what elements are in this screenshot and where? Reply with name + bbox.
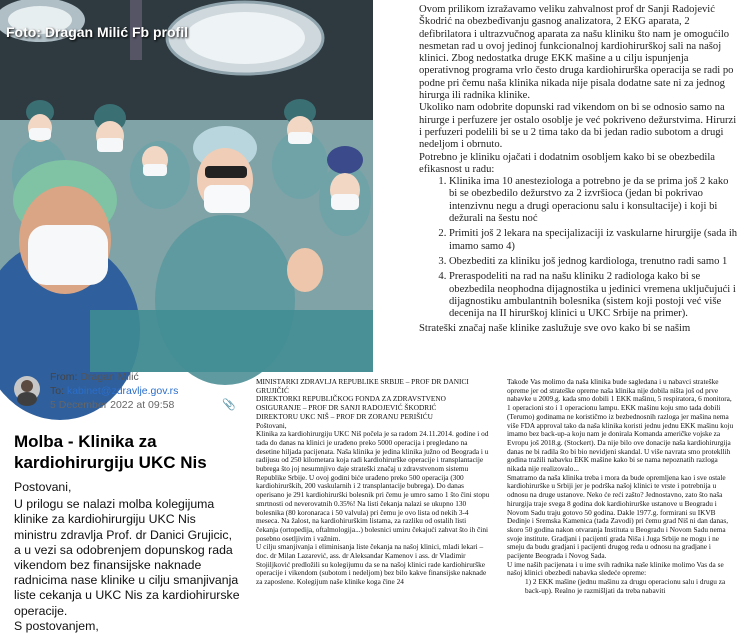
avatar — [14, 376, 40, 402]
letter-paragraph: Strateški značaj naše klinike zaslužuje sve ovo kako bi se našim — [419, 323, 691, 335]
letter-paragraph: Smatramo da naša klinika treba i mora da bude opremljena kao i sve ostale kardiohirurške u Srbiji jer je podrška našoj klinici te vrste i potrebnija u odnosu na druge ustanove. Neko će reći zašto? Jednostavno, zato što naša hirurgija traje svega 8 godina dok kardiohirurške ustanove u Beogradu i Novom Sadu traju gotovo 50 godina. Dakle 1977.g. formirani su IKVB Dedinje i Sremska Kamenica (tada Zavodi) pri čemu grad Niš ni dan danas, skoro 50 godina nakon otvaranja Instituta u Beogradu i Novom Sadu nema svoje institute. Gradjani i pacijenti grada Niša i Juga Srbije ne mogu i ne smeju da budu gradjani i pacijenti drugog reda u odnosu na gradjane i pacijente Beograda i Novog Sada. — [507, 472, 729, 561]
scanned-letter-page-1 — [250, 374, 494, 621]
photo-caption: Foto: Dragan Milić Fb profil — [6, 24, 188, 40]
equipment-list — [507, 578, 737, 595]
email-subject: Molba - Klinika za kardiohirurgiju UKC Nis — [14, 432, 207, 472]
letter-paragraph: U ime naših pacijenata i u ime svih radnika naše klinike molimo Vas da se našoj klinici obezbedi nabavka sledeće opreme: — [507, 559, 724, 578]
sender-name[interactable]: Dragan Milić — [80, 371, 139, 383]
email-screenshot — [0, 371, 244, 633]
email-text: U prilogu se nalazi molba kolegijuma klinike za kardiohirurgiju UKC Nis ministru zdravlja Prof. dr Danici Grujicic, a u vezi sa odobrenjem dopunskog rada vikendom bez finansijske naknade radnicima nase klinike u cilju smanjivanja liste cekanja u UKC Nis za kardiohirurske operacije. — [14, 497, 240, 618]
email-closing: S postovanjem, — [14, 618, 99, 633]
letter-paragraph: Potrebno je kliniku ojačati i dodatnim osobljem kako bi se obezbedila efikasnost u radu: — [419, 151, 715, 175]
staffing-request-list — [449, 176, 739, 320]
scanned-letter-page-2 — [497, 374, 745, 621]
addressee: DIREKTORKI REPUBLIČKOG FONDA ZA ZDRAVSTVENO OSIGURANJE – PROF DR SANJI RADOJEVIĆ ŠKODRIĆ — [256, 394, 446, 413]
addressee: MINISTARKI ZDRAVLJA REPUBLIKE SRBIJE – PROF DR DANICI GRUJIČIĆ — [256, 377, 469, 395]
list-item: 4. Preraspodeliti na rad na našu kliniku 2 radiologa kako bi se obezbedila neophodna dijagnostika u jedinici vremena uključujući i dijagnostiku ambulantnih bolesnika (sistem koji postoji već više decenija na II hirurškoj klinici u UKC Srbije na primer). — [449, 271, 739, 320]
email-greeting: Postovani, — [14, 480, 72, 494]
list-item: 3. Obezbediti za kliniku još jednog kardiologa, trenutno radi samo 1 — [449, 256, 739, 268]
letter-paragraph: Ukoliko nam odobrite dopunski rad vikendom on bi se odnosio samo na hirurge i perfuzere jer ostalo osoblje je već pokriveno dežurstvima. Hirurzi i perfuzeri podelili bi se u 2 tima tako da bi jedan radio subotom a drugi nedeljom i obrnuto. — [419, 102, 737, 151]
letter-paragraph: Takođe Vas molimo da naša klinika bude sagledana i u nabavci strateške opreme jer od strateške opreme naša klinika nije dobila ništa još od prve nabavke u 2009.g. kada smo dobili 1 EKK mašinu, 5 respiratora, 6 monitora, 1 operacioni sto i 1 operacionu lampu. EKK mašinu koju smo tada dobili (Terumo) godinama ne korističmo iz bezbednosnih razloga jer mašina nema više FDA approval tako da naša klinika koristi jednu jednu EKK mašinu koju imamo bez back-up-a koju nam je donirala Komanda američke vojske za Evropu još 2018.g. (Stockert). Da nije bilo ove donacije naša kardiohirurgija danas ne bi radila što bi bio nevidjeni skandal. U više navrata smo protekllih godina tražili nabavku EKK mašine kako bi se nama nepoznatih razloga nikada nije realizovalo... — [507, 377, 734, 474]
letter-page-top — [377, 0, 745, 372]
list-item: 2. Primiti još 2 lekara na specijalizaciji iz vaskularne hirurgije (sada ih imamo samo 4) — [449, 228, 739, 253]
letter-paragraph: Ovom prilikom izražavamo veliku zahvalnost prof dr Sanji Radojević Škodrić na obezbeđivanju gasnog analizatora, 2 EKG aparata, 2 defibrilatora i ultrazvučnog aparata za našu kliniku što nam je omogućilo nesmetan rad u ovoj jedinoj funkcionalnoj kardiohirurškoj sali na našoj klinici. Zbog nedostatka druge EKK mašine a u cilju ispunjenja operativnog programa vrlo često druga kardiohirurška operacija se radi po podne pri čemu naša klinika nikada nije pisala dodatne sate ni za jednog hirurga ili radnika klinike. — [419, 4, 734, 102]
recipient-address[interactable]: kabinet@zdravlje.gov.rs — [66, 385, 179, 397]
email-date: 5 December 2022 at 09:58 — [50, 399, 175, 411]
email-body — [14, 480, 242, 634]
letter-paragraph: Klinika za kardiohirurgiju UKC Niš počela je sa radom 24.11.2014. godine i od tada do danas na klinici je urađeno preko 5000 operacija i pregledano na desetine hiljada pacijenata. Naša klinika je jedina klinika južno od Beograda i u radijusu od 250 kilometara koja radi kardiohirurške operacije i transplantacije bubrega što joj nesumnjivo daje strateški značaj u zdravstvenom sistemu Republike Srbije. U ovoj godini biće urađeno preko 500 operacija (300 kardiohirurških, 200 vaskularnih i 2 transplantacije bubrega). Do danas operisano je 291 kardiohirurški bolesnik pri čemu je umro samo 1 što čini stopu smrtnosti od neverovatnih 0.35%! Na listi čekanja nalazi se ukupno 130 bolesnika (80 koronaraca i 50 valvula) pri čemu je ovo lista od nekih 3-4 meseca. Na žalost, na kardiohirurškim listama, za razliku od ostalih listi čekanja (ortopedija, oftalmologija...) bolesnici umiru čekajući zahvat što ih čini posebno osetljivim i važnim. — [256, 429, 490, 543]
addressee: DIREKTORU UKC NIŠ – PROF DR ZORANU PERIŠIĆU — [256, 411, 433, 421]
letter-paragraph: U cilju smanjivanja i eliminisanja liste čekanja na našoj klinici, mladi lekari – doc. dr Milan Lazarević, ass. dr Aleksandar Kamenov i ass. dr Vladimir Stojiljković predložili su kolegijumu da se na našoj klinici rade kardiohirurške operacije i vikendom (subotom i nedeljom) bez bilo kakve finansijske naknade za zaposlene. Kolegijum naše klinike koga čine 24 — [256, 542, 487, 587]
email-from-row: From: Dragan Milić — [50, 371, 139, 383]
letter-greeting: Poštovani, — [256, 420, 287, 430]
attachment-icon: 📎 — [222, 399, 236, 411]
surgical-team-photo — [0, 0, 373, 372]
surgery-room-illustration — [0, 0, 373, 372]
email-to-row: To: kabinet@zdravlje.gov.rs — [50, 385, 179, 397]
list-item: 1. Klinika ima 10 anesteziologa a potrebno je da se prima još 2 kako bi se obezbedilo dežurstvo za 2 izvršioca (jedan bi pokrivao intenzivnu negu a drugi operacionu salu i konsultacije) i koji bi dežurali na šestu noć — [449, 176, 739, 225]
list-item: 1) 2 EKK mašine (jednu mašinu za drugu operacionu salu i drugu za back-up). Realno je razmišljati da treba nabaviti — [525, 577, 726, 595]
